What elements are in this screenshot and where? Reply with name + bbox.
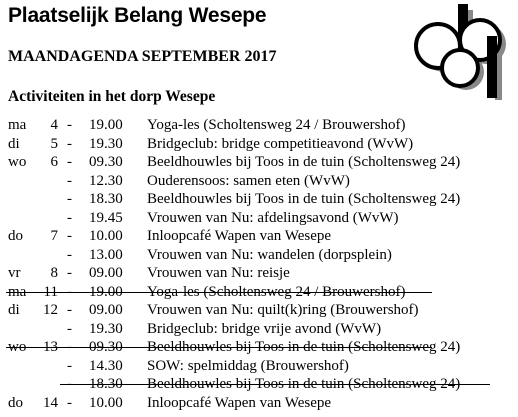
row-description: Beeldhouwles bij Toos in de tuin (Scholtensweg 24) [147, 154, 461, 170]
agenda-row-cancelled [0, 338, 518, 357]
agenda-row [0, 135, 518, 154]
row-description: Bridgeclub: bridge competitieavond (WvW) [147, 135, 414, 152]
row-dash: - [67, 135, 72, 152]
row-time: 09.00 [89, 265, 123, 281]
row-description: Beeldhouwles bij Toos in de tuin (Scholtensweg 24) [147, 191, 461, 207]
row-description: Vrouwen van Nu: reisje [147, 265, 290, 281]
row-day: di [8, 302, 20, 318]
row-date: 6 [50, 154, 58, 170]
row-dash: - [67, 283, 72, 300]
row-day: di [8, 135, 20, 152]
plaatselijk-belang-logo-icon [402, 4, 514, 104]
row-dash: - [67, 302, 72, 318]
row-description: Vrouwen van Nu: quilt(k)ring (Brouwershof) [147, 302, 419, 318]
row-day: ma [8, 283, 27, 300]
row-dash: - [67, 172, 72, 189]
row-time: 12.30 [89, 172, 123, 189]
cancelled-strike-line [6, 347, 432, 348]
row-description: Ouderensoos: samen eten (WvW) [147, 172, 350, 189]
row-time: 10.00 [89, 394, 123, 411]
row-description: Beeldhouwles bij Toos in de tuin (Scholtensweg 24) [147, 339, 461, 355]
row-date: 5 [50, 135, 58, 152]
row-day: wo [8, 154, 27, 170]
row-date: 8 [50, 265, 58, 281]
cancelled-strike-line [60, 384, 490, 385]
row-dash: - [67, 209, 72, 226]
agenda-row [0, 172, 518, 191]
row-day: do [8, 394, 23, 411]
agenda-row [0, 264, 518, 283]
row-dash: - [67, 394, 72, 411]
row-dash: - [67, 228, 72, 244]
agenda-subtitle: MAANDAGENDA SEPTEMBER 2017 [8, 48, 277, 65]
row-time: 09.30 [89, 339, 123, 355]
row-time: 13.00 [89, 246, 123, 263]
agenda-row [0, 227, 518, 246]
row-dash: - [67, 191, 72, 207]
agenda-row [0, 246, 518, 265]
agenda-row-cancelled [0, 283, 518, 302]
row-time: 19.30 [89, 320, 123, 337]
agenda-row-cancelled [0, 375, 518, 394]
row-date: 11 [43, 283, 58, 300]
document-title: Plaatselijk Belang Wesepe [8, 4, 267, 27]
agenda-row [0, 320, 518, 339]
agenda-row [0, 153, 518, 172]
row-day: do [8, 228, 23, 244]
section-heading: Activiteiten in het dorp Wesepe [8, 88, 216, 105]
agenda-row [0, 301, 518, 320]
agenda-row [0, 394, 518, 413]
row-date: 4 [50, 117, 58, 133]
row-dash: - [67, 265, 72, 281]
row-description: Vrouwen van Nu: wandelen (dorpsplein) [147, 246, 392, 263]
row-time: 19.00 [89, 283, 123, 300]
row-description: Beeldhouwles bij Toos in de tuin (Scholtensweg 24) [147, 376, 461, 392]
row-time: 10.00 [89, 228, 123, 244]
row-dash: - [67, 117, 72, 133]
row-description: Bridgeclub: bridge vrije avond (WvW) [147, 320, 382, 337]
row-description: Yoga-les (Scholtensweg 24 / Brouwershof) [147, 283, 406, 300]
row-dash: - [67, 154, 72, 170]
row-day: vr [8, 265, 21, 281]
agenda-row [0, 116, 518, 135]
row-date: 7 [50, 228, 58, 244]
row-time: 18.30 [89, 376, 123, 392]
row-time: 09.00 [89, 302, 123, 318]
row-time: 19.30 [89, 135, 123, 152]
row-description: Vrouwen van Nu: afdelingsavond (WvW) [147, 209, 399, 226]
row-description: Inloopcafé Wapen van Wesepe [147, 228, 332, 244]
row-time: 14.30 [89, 357, 123, 374]
row-date: 14 [43, 394, 58, 411]
row-date: 13 [43, 339, 58, 355]
row-dash: - [67, 246, 72, 263]
row-time: 19.00 [89, 117, 123, 133]
row-dash: - [67, 357, 72, 374]
row-description: SOW: spelmiddag (Brouwershof) [147, 357, 349, 374]
row-day: ma [8, 117, 27, 133]
row-description: Inloopcafé Wapen van Wesepe [147, 394, 332, 411]
row-day: wo [8, 339, 27, 355]
row-dash: - [67, 320, 72, 337]
row-time: 18.30 [89, 191, 123, 207]
row-dash: - [67, 339, 72, 355]
agenda-row [0, 209, 518, 228]
agenda-row [0, 357, 518, 376]
row-description: Yoga-les (Scholtensweg 24 / Brouwershof) [147, 117, 406, 133]
agenda-list [0, 116, 518, 412]
row-time: 19.45 [89, 209, 123, 226]
row-time: 09.30 [89, 154, 123, 170]
agenda-row [0, 190, 518, 209]
cancelled-strike-line [6, 292, 432, 293]
row-dash: - [67, 376, 72, 392]
row-date: 12 [43, 302, 58, 318]
